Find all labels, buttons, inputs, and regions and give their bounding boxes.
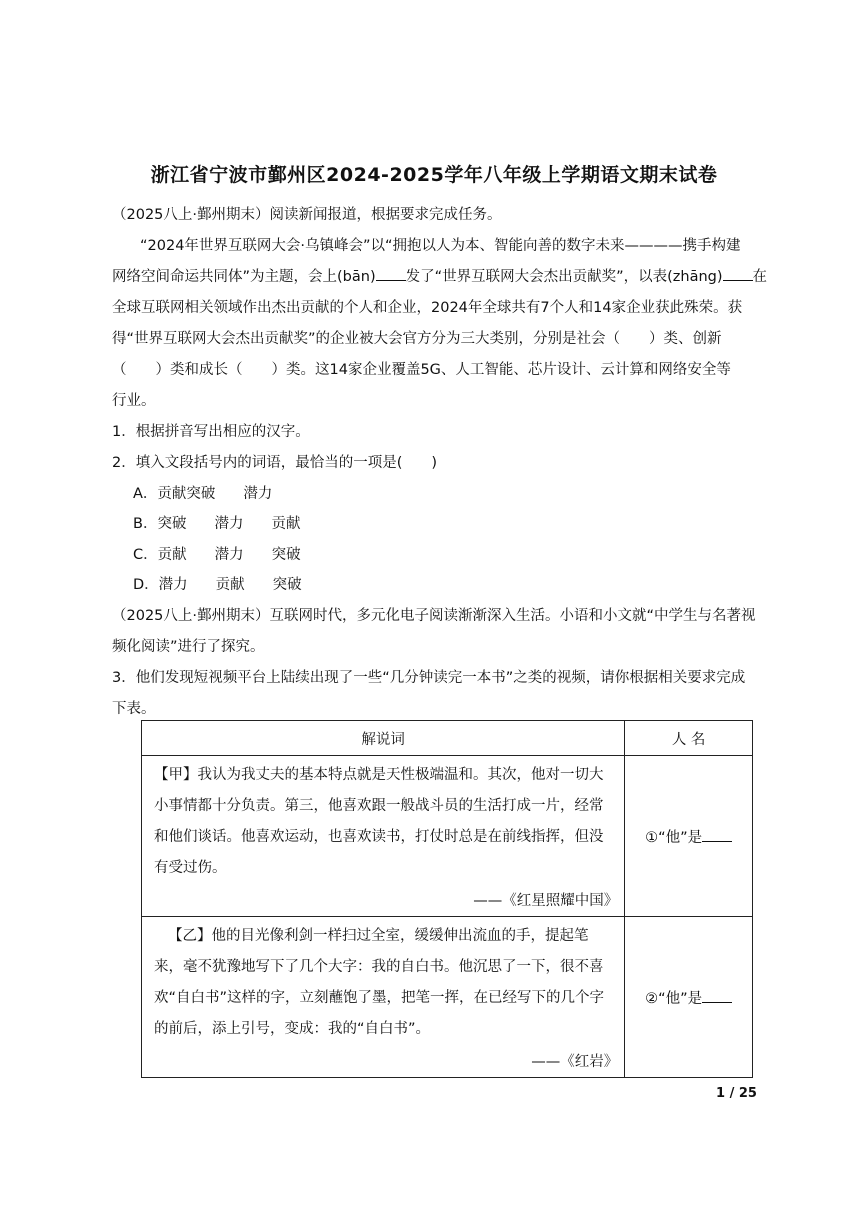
answer-blank-1[interactable] <box>702 827 732 842</box>
option-b: B．突破 潜力 贡献 <box>133 516 301 532</box>
section1-intro: （2025八上·鄞州期末）阅读新闻报道，根据要求完成任务。 <box>112 207 502 223</box>
answer-label-2: ②“他”是 <box>645 990 703 1007</box>
passage-line-1: “2024年世界互联网大会·乌镇峰会”以“拥抱以人为本、智能向善的数字未来————携手构建 <box>140 238 741 254</box>
page-number: 1 / 25 <box>716 1086 757 1101</box>
table-row <box>142 756 753 917</box>
passage-line-6: 行业。 <box>112 393 156 409</box>
source-jia: ——《红星照耀中国》 <box>473 893 619 909</box>
question-2-stem: 2．填入文段括号内的词语，最恰当的一项是( ) <box>112 455 438 471</box>
answer-label-1: ①“他”是 <box>645 829 703 846</box>
passage-line-5: （ ）类和成长（ ）类。这14家企业覆盖5G、人工智能、芯片设计、云计算和网络安全等 <box>112 362 731 378</box>
answer-blank-2[interactable] <box>702 988 732 1003</box>
option-a: A．贡献突破 潜力 <box>133 486 273 502</box>
table-header-row <box>142 721 753 756</box>
question-3-line-2: 下表。 <box>112 701 156 717</box>
question-1: 1．根据拼音写出相应的汉字。 <box>112 424 310 440</box>
page-title: 浙江省宁波市鄞州区2024-2025学年八年级上学期语文期末试卷 <box>150 164 718 186</box>
commentary-yi: 【乙】他的目光像利剑一样扫过全室，缓缓伸出流血的手，提起笔来，毫不犹豫地写下了几个大字：我的自白书。他沉思了一下，很不喜欢“自白书”这样的字，立刻蘸饱了墨，把笔一挥，在已经写下的几个字的前后，添上引号，变成：我的“自白书”。 <box>154 928 605 1037</box>
question-3-line-1: 3．他们发现短视频平台上陆续出现了一些“几分钟读完一本书”之类的视频，请你根据相关要求完成 <box>112 670 746 686</box>
table-row <box>142 917 753 1078</box>
option-c: C．贡献 潜力 突破 <box>133 547 301 563</box>
source-yi: ——《红岩》 <box>531 1054 619 1070</box>
blank-ban <box>376 266 406 281</box>
passage-line-4: 得“世界互联网大会杰出贡献奖”的企业被大会官方分为三大类别，分别是社会（ ）类、创新 <box>112 331 722 347</box>
character-table <box>141 720 753 1078</box>
passage-line-3: 全球互联网相关领域作出杰出贡献的个人和企业，2024年全球共有7个人和14家企业获此殊荣。获 <box>112 300 743 316</box>
blank-zhang <box>723 266 753 281</box>
section2-line-1: （2025八上·鄞州期末）互联网时代，多元化电子阅读渐渐深入生活。小语和小文就“中学生与名著视 <box>112 608 756 624</box>
passage-line-2: 网络空间命运共同体”为主题，会上(bān) 发了“世界互联网大会杰出贡献奖”，以表(zhāng) 在 <box>112 265 767 286</box>
section2-line-2: 频化阅读”进行了探究。 <box>112 639 265 655</box>
table-header-commentary: 解说词 <box>142 721 625 756</box>
table-header-name: 人 名 <box>625 721 753 756</box>
option-d: D．潜力 贡献 突破 <box>133 577 302 593</box>
commentary-jia: 【甲】我认为我丈夫的基本特点就是天性极端温和。其次，他对一切大小事情都十分负责。第三，他喜欢跟一般战斗员的生活打成一片，经常和他们谈话。他喜欢运动，也喜欢读书，打仗时总是在前线指挥，但没有受过伤。 <box>154 767 604 876</box>
